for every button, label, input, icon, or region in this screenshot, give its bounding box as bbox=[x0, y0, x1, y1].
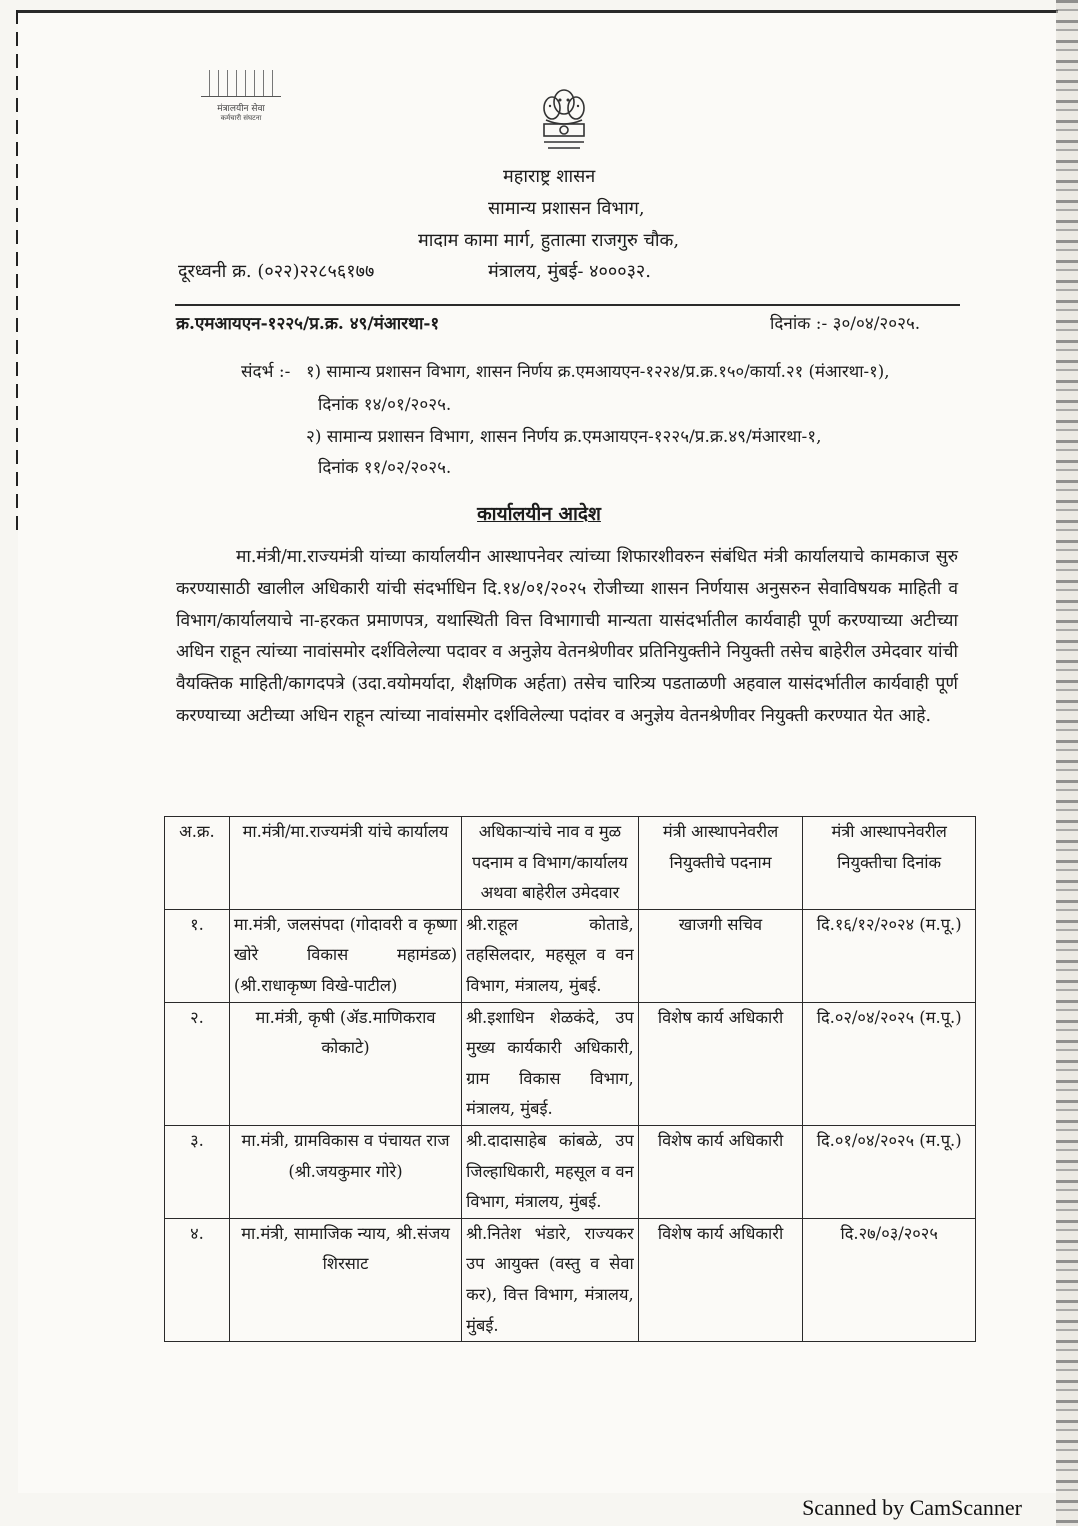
row-officer: श्री.नितेश भंडारे, राज्यकर उप आयुक्त (वस्तु व सेवा कर), वित्त विभाग, मंत्रालय, मुंबई. bbox=[462, 1218, 639, 1341]
reference-number: क्र.एमआयएन-१२२५/प्र.क्र. ४९/मंआरथा-१ bbox=[176, 314, 440, 334]
table-header-row bbox=[165, 817, 976, 910]
row-post: खाजगी सचिव bbox=[638, 909, 803, 1002]
table-row bbox=[165, 1125, 976, 1218]
row-office: मा.मंत्री, ग्रामविकास व पंचायत राज (श्री.जयकुमार गोरे) bbox=[229, 1125, 461, 1218]
row-date: दि.२७/०३/२०२५ bbox=[803, 1218, 976, 1341]
row-serial: २. bbox=[165, 1002, 230, 1125]
table-row bbox=[165, 909, 976, 1002]
column-header-officer: अधिकाऱ्यांचे नाव व मुळ पदनाम व विभाग/कार्यालय अथवा बाहेरील उमेदवार bbox=[462, 817, 639, 910]
column-header-office: मा.मंत्री/मा.राज्यमंत्री यांचे कार्यालय bbox=[229, 817, 461, 910]
column-header-serial: अ.क्र. bbox=[165, 817, 230, 910]
scanner-watermark: Scanned by CamScanner bbox=[802, 1495, 1022, 1520]
column-header-date: मंत्री आस्थापनेवरील नियुक्तीचा दिनांक bbox=[803, 817, 976, 910]
phone-number: दूरध्वनी क्र. (०२२)२२८५६१७७ bbox=[178, 261, 375, 282]
logo-caption: मंत्रालयीन सेवा bbox=[217, 104, 265, 114]
column-header-post: मंत्री आस्थापनेवरील नियुक्तीचे पदनाम bbox=[638, 817, 803, 910]
association-logo bbox=[198, 62, 284, 126]
row-officer: श्री.इशाधिन शेळकंदे, उप मुख्य कार्यकारी अधिकारी, ग्राम विकास विभाग, मंत्रालय, मुंबई. bbox=[462, 1002, 639, 1125]
order-paragraph: मा.मंत्री/मा.राज्यमंत्री यांच्या कार्यालयीन आस्थापनेवर त्यांच्या शिफारशीवरुन संबंधित मंत्री कार्यालयाचे कामकाज सुरु करण्यासाठी खालील अधिकारी यांची संदर्भाधिन दि.१४/०१/२०२५ रोजीच्या शासन निर्णयास अनुसरुन सेवाविषयक माहिती व विभाग/कार्यालयाचे ना-हरकत प्रमाणपत्र, यथास्थिती वित्त विभागाची मान्यता यासंदर्भातील कार्यवाही पूर्ण करण्याच्या अटीच्या अधिन राहून त्यांच्या नावांसमोर दर्शविलेल्या पदावर व अनुज्ञेय वेतनश्रेणीवर प्रतिनियुक्तीने नियुक्ती तसेच बाहेरील उमेदवार यांची वैयक्तिक माहिती/कागदपत्रे (उदा.वयोमर्यादा, शैक्षणिक अर्हता) तसेच चारित्र्य पडताळणी अहवाल यासंदर्भातील कार्यवाही पूर्ण करण्याच्या अटीच्या अधिन राहून त्यांच्या नावांसमोर दर्शविलेल्या पदांवर व अनुज्ञेय वेतनश्रेणीवर नियुक्ती करण्यात येत आहे. bbox=[176, 547, 958, 726]
order-date: दिनांक :- ३०/०४/२०२५. bbox=[770, 314, 921, 334]
row-office: मा.मंत्री, जलसंपदा (गोदावरी व कृष्णा खोरे विकास महामंडळ) (श्री.राधाकृष्ण विखे-पाटील) bbox=[229, 909, 461, 1002]
org-name: महाराष्ट्र शासन bbox=[503, 166, 596, 187]
row-serial: ४. bbox=[165, 1218, 230, 1341]
national-emblem-icon bbox=[534, 84, 594, 162]
row-office: मा.मंत्री, सामाजिक न्याय, श्री.संजय शिरसाट bbox=[229, 1218, 461, 1341]
row-officer: श्री.राहूल कोताडे, तहसिलदार, महसूल व वन विभाग, मंत्रालय, मुंबई. bbox=[462, 909, 639, 1002]
scan-edge-left bbox=[16, 10, 18, 530]
row-officer: श्री.दादासाहेब कांबळे, उप जिल्हाधिकारी, महसूल व वन विभाग, मंत्रालय, मुंबई. bbox=[462, 1125, 639, 1218]
department-name: सामान्य प्रशासन विभाग, bbox=[488, 198, 645, 219]
row-date: दि.०१/०४/२०२५ (म.पू.) bbox=[803, 1125, 976, 1218]
reference-1-date: दिनांक १४/०१/२०२५. bbox=[318, 395, 452, 415]
row-serial: १. bbox=[165, 909, 230, 1002]
reference-2: २) सामान्य प्रशासन विभाग, शासन निर्णय क्र.एमआयएन-१२२५/प्र.क्र.४९/मंआरथा-१, bbox=[306, 427, 822, 447]
row-date: दि.१६/१२/२०२४ (म.पू.) bbox=[803, 909, 976, 1002]
scan-edge bbox=[1056, 0, 1078, 1526]
header-divider bbox=[175, 304, 960, 306]
row-post: विशेष कार्य अधिकारी bbox=[638, 1218, 803, 1341]
appointment-table bbox=[164, 816, 976, 1342]
table-row bbox=[165, 1002, 976, 1125]
building-icon bbox=[201, 70, 281, 97]
reference-2-date: दिनांक ११/०२/२०२५. bbox=[318, 458, 452, 478]
row-date: दि.०२/०४/२०२५ (म.पू.) bbox=[803, 1002, 976, 1125]
row-serial: ३. bbox=[165, 1125, 230, 1218]
references-label: संदर्भ :- bbox=[241, 362, 291, 382]
row-post: विशेष कार्य अधिकारी bbox=[638, 1125, 803, 1218]
page-title: कार्यालयीन आदेश bbox=[477, 503, 601, 525]
logo-subcaption: कर्मचारी संघटना bbox=[220, 114, 262, 122]
row-post: विशेष कार्य अधिकारी bbox=[638, 1002, 803, 1125]
address-city: मंत्रालय, मुंबई- ४०००३२. bbox=[488, 261, 652, 282]
row-office: मा.मंत्री, कृषी (ॲड.माणिकराव कोकाटे) bbox=[229, 1002, 461, 1125]
address-line: मादाम कामा मार्ग, हुतात्मा राजगुरु चौक, bbox=[418, 230, 680, 251]
table-row bbox=[165, 1218, 976, 1341]
reference-1: १) सामान्य प्रशासन विभाग, शासन निर्णय क्र.एमआयएन-१२२४/प्र.क्र.१५०/कार्या.२१ (मंआरथा-१), bbox=[306, 362, 890, 381]
